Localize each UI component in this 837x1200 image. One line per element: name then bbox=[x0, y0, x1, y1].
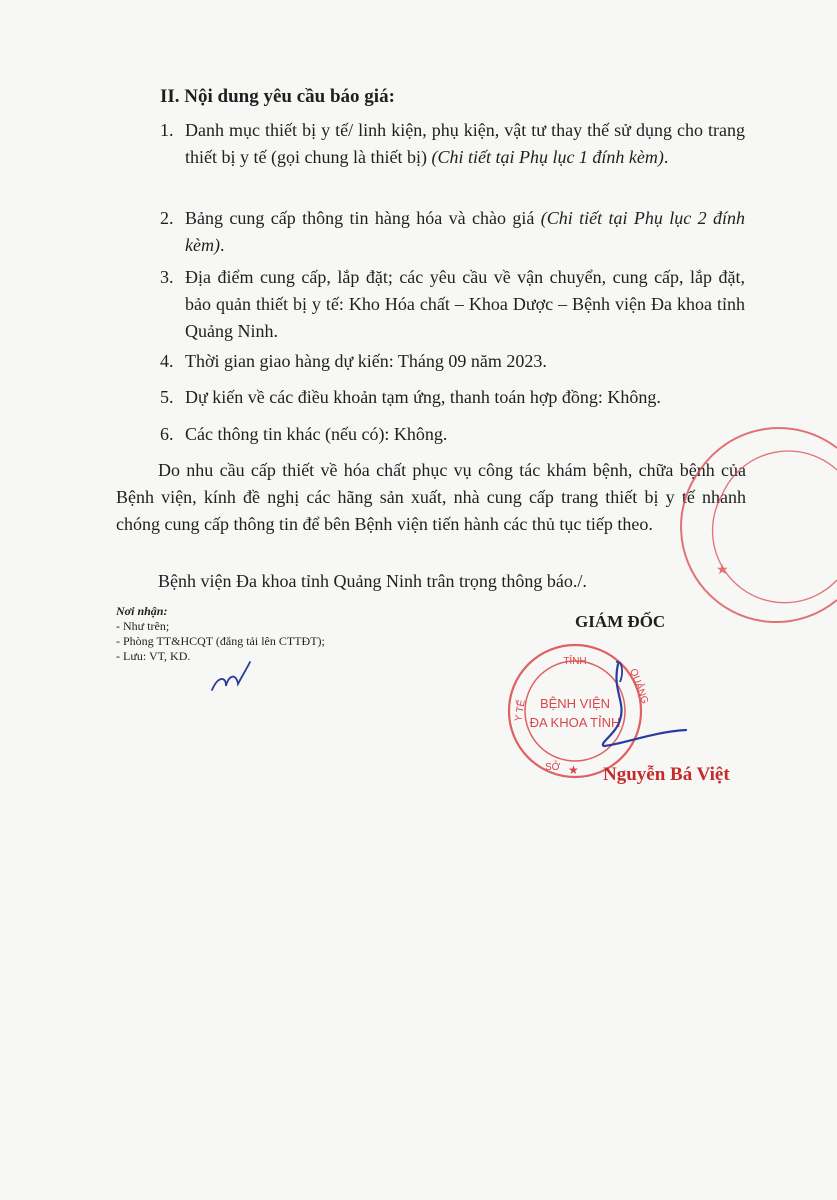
signer-name: Nguyễn Bá Việt bbox=[603, 764, 730, 785]
seal-outer-top-text: TỈNH bbox=[563, 656, 587, 667]
section-title: II. Nội dung yêu cầu báo giá: bbox=[160, 86, 395, 107]
item-number: 2. bbox=[160, 208, 174, 228]
seal-bottom-text: SỞ bbox=[545, 762, 561, 773]
item-number: 5. bbox=[160, 387, 174, 407]
item-text: Dự kiến về các điều khoản tạm ứng, thanh toán hợp đồng: Không. bbox=[185, 387, 661, 407]
request-paragraph: Do nhu cầu cấp thiết về hóa chất phục vụ công tác khám bệnh, chữa bệnh của Bệnh viện, kính đề nghị các hãng sản xuất, nhà cung cấp trang thiết bị y tế nhanh chóng cung cấp thông tin để bên Bệnh viện tiến hành các thủ tục tiếp theo. bbox=[116, 460, 746, 534]
item-text: Bảng cung cấp thông tin hàng hóa và chào giá (Chi tiết tại Phụ lục 2 đính kèm). bbox=[185, 208, 746, 255]
item-number: 1. bbox=[160, 120, 174, 140]
item-number: 3. bbox=[160, 267, 174, 287]
recipient-line: - Phòng TT&HCQT (đăng tải lên CTTĐT); bbox=[116, 634, 325, 648]
item-number: 4. bbox=[160, 351, 174, 371]
director-title: GIÁM ĐỐC bbox=[575, 612, 666, 631]
recipients-heading: Nơi nhận: bbox=[116, 604, 168, 618]
page-edge-seal-icon bbox=[681, 428, 837, 622]
item-number: 6. bbox=[160, 424, 174, 444]
closing-line: Bệnh viện Đa khoa tỉnh Quảng Ninh trân trọng thông báo./. bbox=[158, 571, 587, 591]
recipient-line: - Lưu: VT, KD. bbox=[116, 649, 191, 663]
director-signature-icon bbox=[603, 664, 686, 746]
item-text: Các thông tin khác (nếu có): Không. bbox=[185, 424, 448, 444]
seal-inner-line2: ĐA KHOA TỈNH bbox=[529, 715, 621, 730]
svg-text:★: ★ bbox=[716, 563, 729, 578]
recipient-line: - Như trên; bbox=[116, 619, 170, 633]
hospital-seal-icon bbox=[509, 645, 652, 777]
item-text: Địa điểm cung cấp, lắp đặt; các yêu cầu về vận chuyển, cung cấp, lắp đặt, bảo quản thiết bị y tế: Kho Hóa chất – Khoa Dược – Bệnh viện Đa khoa tỉnh Quảng Ninh. bbox=[185, 267, 745, 341]
seal-inner-line1: BỆNH VIỆN bbox=[539, 696, 611, 711]
seal-left-text: Y TẾ bbox=[513, 699, 528, 723]
item-text: Thời gian giao hàng dự kiến: Tháng 09 năm 2023. bbox=[185, 351, 547, 371]
initials-scribble-icon bbox=[212, 662, 250, 690]
seal-right-text: QUẢNG bbox=[627, 667, 651, 706]
svg-text:★: ★ bbox=[568, 763, 579, 777]
item-text: Danh mục thiết bị y tế/ linh kiện, phụ kiện, vật tư thay thế sử dụng cho trang thiết bị y tế (gọi chung là thiết bị) (Chi tiết tại Phụ lục 1 đính kèm). bbox=[185, 120, 745, 167]
